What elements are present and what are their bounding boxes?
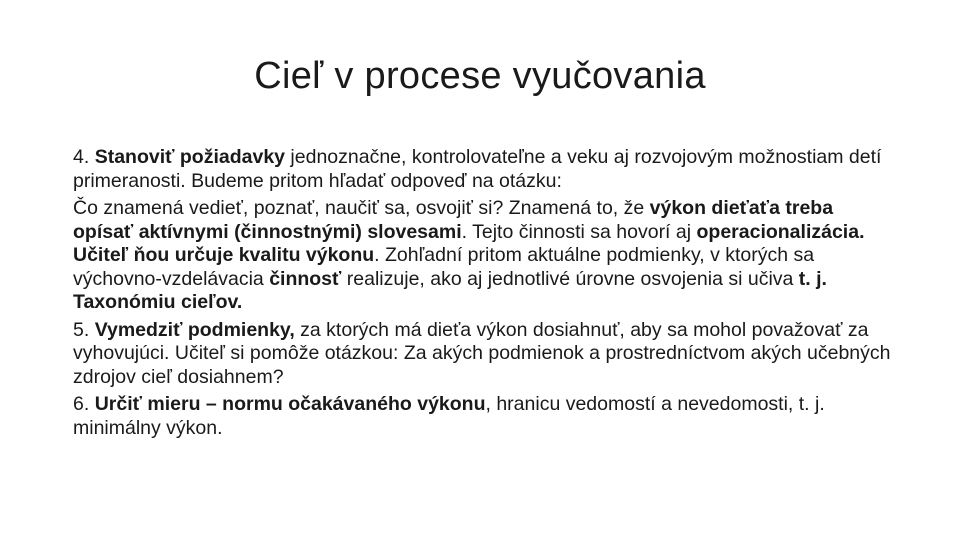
bold-segment: t. j. Taxonómiu cieľov. bbox=[73, 267, 827, 313]
text-segment: 4. bbox=[73, 146, 95, 168]
bold-segment: Vymedziť podmienky, bbox=[94, 318, 295, 341]
text-segment: jednoznačne, kontrolovateľne a veku aj rozvojovým možnostiam detí primeranosti. Budeme pritom hľadať odpoveď na otázku: bbox=[73, 146, 882, 192]
slide-title: Cieľ v procese vyučovania bbox=[254, 55, 706, 97]
text-segment: za ktorých má dieťa výkon dosiahnuť, aby sa mohol považovať za vyhovujúci. Učiteľ si pomôže otázkou: Za akých podmienok a prostredníctvom akých učebných zdrojov cieľ dosiahnem? bbox=[73, 318, 891, 388]
bold-segment: činnosť bbox=[269, 267, 342, 290]
text-segment: Čo znamená vedieť, poznať, naučiť sa, osvojiť si? Znamená to, že bbox=[73, 197, 650, 219]
text-segment: . Zohľadní pritom aktuálne podmienky, v ktorých sa výchovno-vzdelávacia bbox=[73, 244, 815, 290]
text-segment: . Tejto činnosti sa hovorí aj bbox=[461, 220, 697, 243]
bold-segment: výkon dieťaťa treba opísať aktívnymi (činnostnými) slovesami bbox=[73, 197, 834, 243]
text-segment: , hranicu vedomostí a nevedomosti, t. j. minimálny výkon. bbox=[73, 393, 825, 439]
text-segment: realizuje, ako aj jednotlivé úrovne osvojenia si učiva bbox=[341, 267, 799, 290]
text-segment: 6. bbox=[73, 393, 95, 415]
slide-body bbox=[73, 146, 893, 444]
paragraph-operationalization bbox=[73, 197, 893, 315]
paragraph-norm bbox=[73, 393, 893, 440]
paragraph-requirements bbox=[73, 146, 893, 193]
bold-segment: Stanoviť požiadavky bbox=[94, 146, 286, 168]
text-segment: 5. bbox=[73, 318, 95, 341]
bold-segment: operacionalizácia. Učiteľ ňou určuje kvalitu výkonu bbox=[73, 220, 865, 266]
paragraph-conditions bbox=[73, 319, 893, 390]
bold-segment: Určiť mieru – normu očakávaného výkonu bbox=[94, 393, 486, 415]
